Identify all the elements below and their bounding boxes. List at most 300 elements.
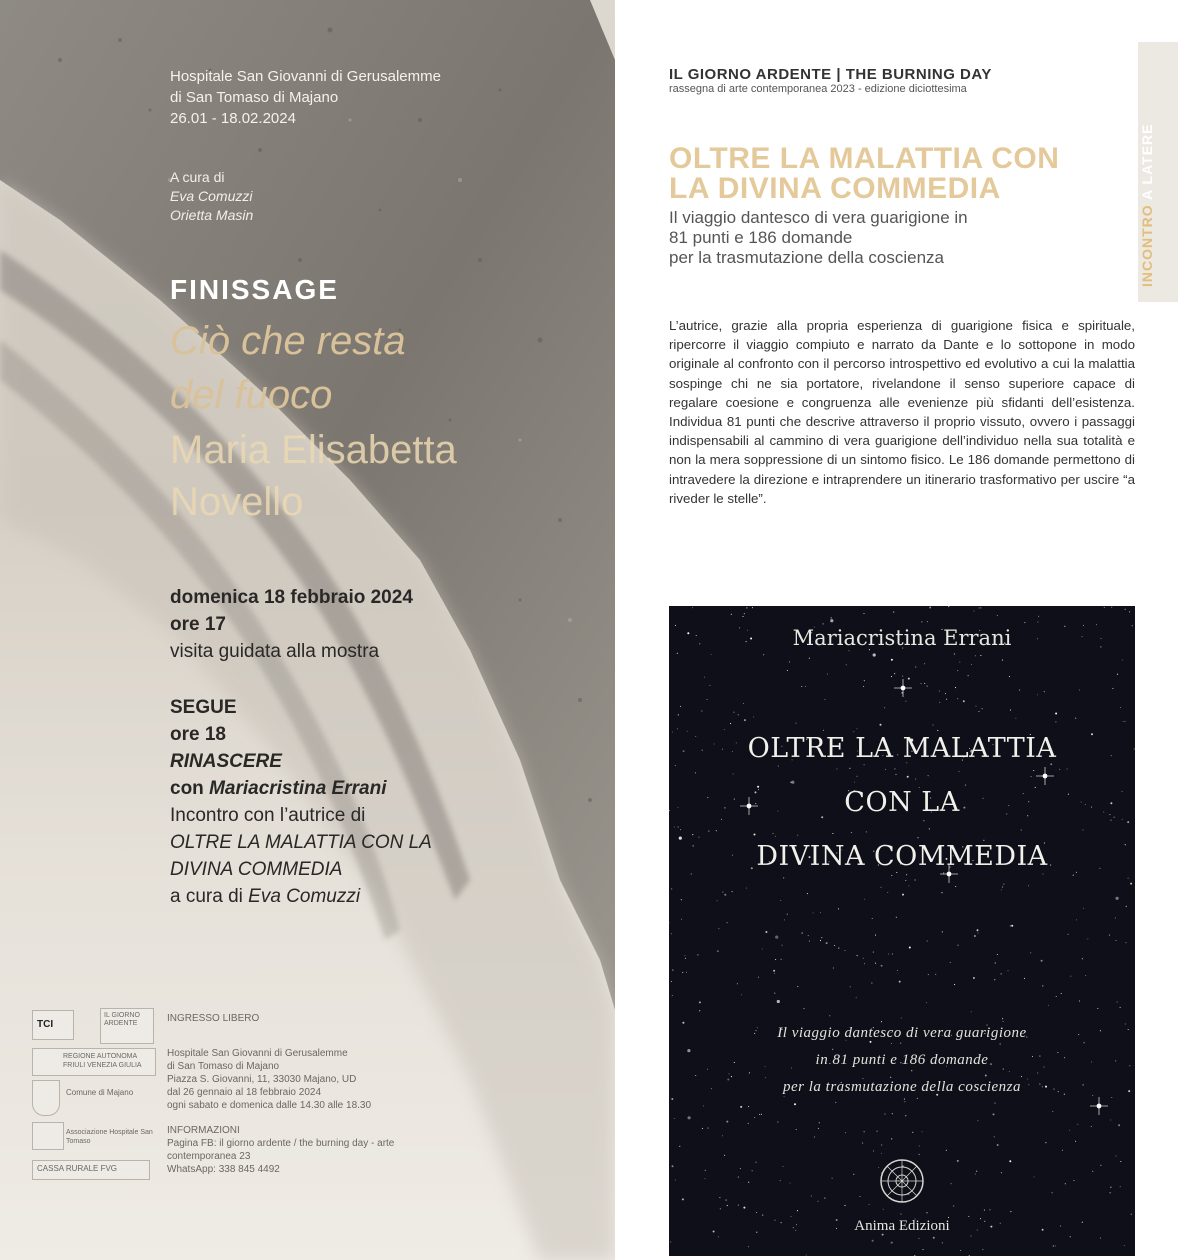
- star: [862, 1143, 863, 1144]
- star: [872, 918, 873, 919]
- star: [1112, 688, 1113, 689]
- star: [1092, 1171, 1093, 1172]
- star: [1097, 1008, 1098, 1009]
- star: [946, 1150, 947, 1151]
- star: [738, 714, 739, 715]
- star: [1041, 960, 1043, 962]
- comune-majano-crest: [32, 1080, 60, 1116]
- star: [1002, 886, 1003, 887]
- star: [1122, 659, 1123, 660]
- star: [796, 1129, 797, 1130]
- star: [704, 1178, 705, 1179]
- series-subtitle: rassegna di arte contemporanea 2023 - edizione diciottesima: [669, 83, 967, 95]
- follow-book-title-line: OLTRE LA MALATTIA CON LA: [170, 832, 432, 853]
- star: [744, 719, 746, 721]
- star: [957, 670, 958, 671]
- star: [942, 1242, 943, 1243]
- info-line: Pagina FB: il giorno ardente / the burning day - arte contemporanea 23: [167, 1138, 395, 1162]
- star: [922, 1249, 923, 1250]
- star: [1011, 925, 1013, 927]
- follow-with-prefix: con: [170, 778, 204, 799]
- star: [789, 1182, 790, 1183]
- star: [1001, 889, 1002, 890]
- star: [980, 607, 981, 608]
- star: [724, 894, 726, 896]
- star: [880, 887, 881, 888]
- star: [738, 1205, 739, 1206]
- star: [746, 888, 747, 889]
- star: [838, 908, 839, 909]
- book-description: L’autrice, grazie alla propria esperienza di guarigione fisica e spirituale, ripercorre il viaggio compiuto e narrato da Dante e lo sottopone in modo originale al confronto con il percorso introspettivo ed evolutivo a cui la malattia sospinge chi ne sia portatore, rivelandone il senso superiore capace di regalare coesione e congruenza alle evenienze più sfidanti dell’esistenza. Individua 81 punti che descrive attraverso il proprio vissuto, ovvero i passaggi indispensabili al cammino di vera guarigione dell’individuo nella sua totalità e non la mera soppressione di un sintomo fisico. Le 186 domande permettono di intravedere la direzione e intraprendere un itinerario trasformativo per uscire “a riveder le stelle”.: [669, 318, 1135, 506]
- star: [997, 1144, 999, 1146]
- star: [908, 885, 909, 886]
- star: [784, 919, 785, 920]
- star: [813, 912, 814, 913]
- associazione-logo: [32, 1122, 64, 1150]
- side-tab-label: [1139, 47, 1155, 287]
- star: [942, 931, 943, 932]
- star: [1009, 676, 1010, 677]
- star: [1079, 689, 1080, 690]
- star: [904, 1101, 905, 1102]
- star: [891, 1242, 893, 1244]
- address-line: Hospitale San Giovanni di Gerusalemme: [167, 1048, 348, 1059]
- star: [787, 670, 788, 671]
- star: [975, 1174, 976, 1175]
- book-subtitle-line: Il viaggio dantesco di vera guarigione in: [669, 208, 968, 227]
- star: [748, 1123, 749, 1124]
- star: [1125, 942, 1126, 943]
- star: [754, 1117, 755, 1118]
- star: [701, 710, 702, 711]
- star: [1110, 1119, 1111, 1120]
- star: [975, 655, 976, 656]
- star: [1120, 1007, 1121, 1008]
- star: [863, 958, 864, 959]
- star: [977, 932, 978, 933]
- star: [926, 1002, 927, 1003]
- star: [827, 674, 828, 675]
- address-line: Piazza S. Giovanni, 11, 33030 Majano, UD: [167, 1074, 357, 1085]
- star: [891, 659, 893, 661]
- star: [960, 1250, 961, 1251]
- follow-block: [170, 694, 432, 910]
- star: [1110, 1192, 1111, 1193]
- star: [753, 716, 754, 717]
- star: [782, 945, 783, 946]
- star: [727, 1205, 728, 1206]
- star: [973, 977, 975, 979]
- star: [1087, 938, 1088, 939]
- star: [1024, 622, 1025, 623]
- curators-block: [170, 168, 253, 225]
- star: [969, 1255, 970, 1256]
- star: [1117, 674, 1118, 675]
- star: [807, 893, 808, 894]
- star: [724, 1155, 725, 1156]
- star: [740, 1168, 741, 1169]
- star: [758, 977, 759, 978]
- regione-fvg-logo-text: REGIONE AUTONOMA FRIULI VENEZIA GIULIA: [63, 1053, 142, 1069]
- star: [782, 1166, 783, 1167]
- star: [685, 958, 686, 959]
- star: [787, 914, 788, 915]
- star: [727, 922, 728, 923]
- star: [899, 981, 901, 983]
- star: [975, 706, 976, 707]
- event-block: [170, 584, 413, 665]
- star: [914, 1255, 915, 1256]
- star: [819, 1122, 820, 1123]
- star: [682, 972, 683, 973]
- follow-with: [170, 775, 432, 802]
- star: [844, 950, 845, 951]
- star: [811, 1195, 812, 1196]
- star: [919, 1154, 920, 1155]
- cover-author: Mariacristina Errani: [792, 626, 1012, 650]
- star: [977, 1120, 978, 1121]
- book-subtitle-line: 81 punti e 186 domande: [669, 228, 853, 247]
- star: [774, 993, 775, 994]
- star: [808, 935, 809, 936]
- star: [671, 933, 672, 934]
- star: [863, 686, 864, 687]
- star: [1010, 1211, 1011, 1212]
- star: [824, 1198, 825, 1199]
- star: [853, 1174, 854, 1175]
- star: [968, 675, 969, 676]
- regione-fvg-logo: [32, 1048, 156, 1076]
- star: [742, 616, 743, 617]
- star: [1001, 973, 1002, 974]
- follow-time: ore 18: [170, 724, 226, 745]
- follow-curated: [170, 883, 432, 910]
- star: [970, 1235, 971, 1236]
- info-line: WhatsApp: 338 845 4492: [167, 1164, 280, 1175]
- star: [1082, 958, 1083, 959]
- star: [801, 686, 802, 687]
- star: [954, 653, 955, 654]
- star: [881, 965, 883, 967]
- book-title-line: OLTRE LA MALATTIA CON: [669, 142, 1060, 175]
- exhibition-title-line: Ciò che resta: [170, 319, 406, 363]
- star: [797, 1210, 798, 1211]
- star: [945, 693, 946, 694]
- event-date: domenica 18 febbraio 2024: [170, 587, 413, 608]
- star: [680, 706, 681, 707]
- follow-curated-name: Eva Comuzzi: [248, 886, 361, 907]
- star: [678, 714, 679, 715]
- star: [1033, 1176, 1034, 1177]
- star: [834, 945, 835, 946]
- star: [1109, 935, 1110, 936]
- footer-info: [167, 1012, 457, 1176]
- star: [869, 1204, 870, 1205]
- star: [761, 1114, 762, 1115]
- star: [888, 954, 889, 955]
- cover-title-line: DIVINA COMMEDIA: [756, 841, 1048, 872]
- star: [726, 1121, 728, 1123]
- star: [929, 607, 931, 609]
- star: [994, 1136, 995, 1137]
- star: [918, 1238, 919, 1239]
- star: [773, 970, 775, 972]
- star: [846, 664, 847, 665]
- star: [989, 1209, 990, 1210]
- star: [1002, 660, 1003, 661]
- star: [1083, 908, 1084, 909]
- star: [809, 658, 810, 659]
- star: [797, 986, 798, 987]
- star: [765, 931, 767, 933]
- star: [1028, 885, 1029, 886]
- star: [1055, 1245, 1056, 1246]
- tci-logo-text: TCI: [37, 1019, 54, 1030]
- star: [1110, 1187, 1111, 1188]
- star: [686, 972, 687, 973]
- star: [905, 701, 906, 702]
- star: [864, 963, 865, 964]
- cassa-rurale-logo: [32, 1160, 150, 1180]
- star: [924, 663, 925, 664]
- star: [672, 995, 673, 996]
- star: [777, 1121, 778, 1122]
- star: [775, 959, 776, 960]
- book-cover-image: [669, 606, 1135, 1256]
- book-title-line: LA DIVINA COMMEDIA: [669, 172, 1001, 205]
- star: [820, 912, 821, 913]
- star: [1001, 1172, 1002, 1173]
- star: [864, 899, 865, 900]
- cover-subtitle-line: per la trasmutazione della coscienza: [783, 1079, 1021, 1095]
- star: [997, 615, 998, 616]
- star: [950, 962, 951, 963]
- star: [928, 974, 929, 975]
- star: [805, 686, 806, 687]
- star: [756, 1212, 757, 1213]
- star: [864, 1131, 865, 1132]
- venue-block: [170, 66, 441, 129]
- star: [902, 676, 903, 677]
- star: [823, 623, 824, 624]
- star: [860, 1196, 861, 1197]
- star: [884, 707, 885, 708]
- star: [699, 1001, 701, 1003]
- star: [968, 1216, 969, 1217]
- star: [974, 935, 976, 937]
- series-title: IL GIORNO ARDENTE | THE BURNING DAY: [669, 66, 992, 83]
- curator-name: Eva Comuzzi: [170, 188, 253, 204]
- star: [856, 997, 857, 998]
- star: [915, 666, 916, 667]
- star: [848, 650, 849, 651]
- follow-meeting: Incontro con l’autrice di: [170, 805, 366, 826]
- star: [939, 702, 940, 703]
- follow-book-title-line: DIVINA COMMEDIA: [170, 859, 343, 880]
- star: [740, 1106, 742, 1108]
- star: [1070, 1236, 1071, 1237]
- star: [1037, 694, 1038, 695]
- star: [1120, 1186, 1121, 1187]
- star: [741, 994, 742, 995]
- star: [994, 979, 995, 980]
- star: [743, 1207, 745, 1209]
- star: [954, 984, 955, 985]
- star: [781, 959, 782, 960]
- star: [670, 1241, 671, 1242]
- star: [1070, 976, 1071, 977]
- star: [1062, 1150, 1063, 1151]
- star: [1068, 934, 1069, 935]
- star: [955, 886, 956, 887]
- star: [1104, 607, 1105, 608]
- star: [780, 900, 781, 901]
- star: [832, 1178, 833, 1179]
- star: [924, 683, 925, 684]
- star: [763, 654, 764, 655]
- star: [875, 935, 876, 936]
- star: [850, 986, 851, 987]
- book-subtitle: [669, 208, 968, 268]
- follow-title: RINASCERE: [170, 751, 282, 772]
- star: [1115, 1156, 1116, 1157]
- star: [671, 981, 672, 982]
- exhibition-title: [170, 314, 406, 422]
- star: [738, 1177, 739, 1178]
- star: [939, 691, 940, 692]
- star: [857, 955, 858, 956]
- address-line: di San Tomaso di Majano: [167, 1061, 280, 1072]
- star: [688, 1116, 691, 1119]
- star: [883, 1209, 884, 1210]
- star: [684, 955, 685, 956]
- star: [1042, 985, 1043, 986]
- star: [845, 1132, 846, 1133]
- star: [1044, 691, 1045, 692]
- star: [831, 617, 832, 618]
- star: [719, 1197, 720, 1198]
- star: [1055, 713, 1057, 715]
- star: [755, 1162, 756, 1163]
- star: [957, 945, 958, 946]
- star: [951, 1183, 952, 1184]
- star: [780, 1180, 781, 1181]
- star: [1048, 1005, 1049, 1006]
- star: [1131, 1214, 1132, 1215]
- star: [838, 948, 839, 949]
- star: [1077, 1124, 1078, 1125]
- star: [1075, 718, 1076, 719]
- star: [891, 676, 892, 677]
- star: [744, 613, 745, 614]
- star: [1100, 1165, 1101, 1166]
- star: [978, 607, 979, 608]
- star: [1117, 1001, 1118, 1002]
- star: [1010, 925, 1011, 926]
- star: [901, 1017, 902, 1018]
- star: [717, 900, 718, 901]
- star: [718, 928, 719, 929]
- star: [674, 1118, 675, 1119]
- star: [1010, 710, 1011, 711]
- cassa-rurale-logo-text: CASSA RURALE FVG: [37, 1164, 118, 1173]
- star: [873, 952, 874, 953]
- star: [881, 1144, 882, 1145]
- star: [900, 1214, 901, 1215]
- star: [922, 1131, 923, 1132]
- star: [905, 1115, 906, 1116]
- star: [872, 1240, 874, 1242]
- star: [802, 933, 803, 934]
- star: [707, 1128, 708, 1129]
- comune-majano-label: Comune di Majano: [66, 1088, 134, 1097]
- venue-name: Hospitale San Giovanni di Gerusalemme: [170, 68, 441, 85]
- exhibition-title-line: del fuoco: [170, 373, 333, 417]
- star: [1019, 690, 1020, 691]
- follow-curated-prefix: a cura di: [170, 886, 243, 907]
- cover-title-line: CON LA: [844, 787, 960, 818]
- star: [971, 664, 972, 665]
- star: [1053, 1245, 1054, 1246]
- star: [748, 1182, 749, 1183]
- star: [702, 1128, 703, 1129]
- giorno-ardente-logo: [100, 1008, 154, 1044]
- star: [1079, 1000, 1080, 1001]
- star: [1030, 952, 1031, 953]
- star: [717, 950, 719, 952]
- star: [1037, 621, 1038, 622]
- star: [863, 613, 864, 614]
- star: [844, 1205, 845, 1206]
- star: [894, 673, 895, 674]
- star: [775, 936, 778, 939]
- star: [1118, 1124, 1120, 1126]
- star: [927, 621, 928, 622]
- address-line: ogni sabato e domenica dalle 14.30 alle 18.30: [167, 1100, 372, 1111]
- star: [705, 1170, 706, 1171]
- star: [699, 1010, 700, 1011]
- star: [814, 1136, 815, 1137]
- star: [957, 698, 958, 699]
- side-tab-label-part: INCONTRO: [1139, 204, 1155, 287]
- star: [809, 941, 810, 942]
- star: [675, 1180, 676, 1181]
- giorno-ardente-logo-text: IL GIORNO ARDENTE: [104, 1012, 140, 1027]
- star: [978, 711, 979, 712]
- star: [732, 891, 733, 892]
- cover-subtitle-line: Il viaggio dantesco di vera guarigione: [777, 1025, 1027, 1041]
- star: [737, 983, 738, 984]
- star: [826, 942, 828, 944]
- star: [873, 1150, 874, 1151]
- star: [887, 892, 888, 893]
- star: [707, 699, 708, 700]
- star: [1038, 616, 1039, 617]
- star: [1120, 707, 1121, 708]
- star: [1069, 1130, 1070, 1131]
- star: [933, 1237, 935, 1239]
- star: [1120, 1161, 1121, 1162]
- star: [976, 1171, 977, 1172]
- star: [718, 1236, 719, 1237]
- star: [1111, 607, 1112, 608]
- ingresso-libero: INGRESSO LIBERO: [167, 1013, 260, 1024]
- star: [980, 655, 981, 656]
- star: [752, 1170, 753, 1171]
- star: [1076, 919, 1077, 920]
- star: [1024, 978, 1025, 979]
- star: [896, 917, 897, 918]
